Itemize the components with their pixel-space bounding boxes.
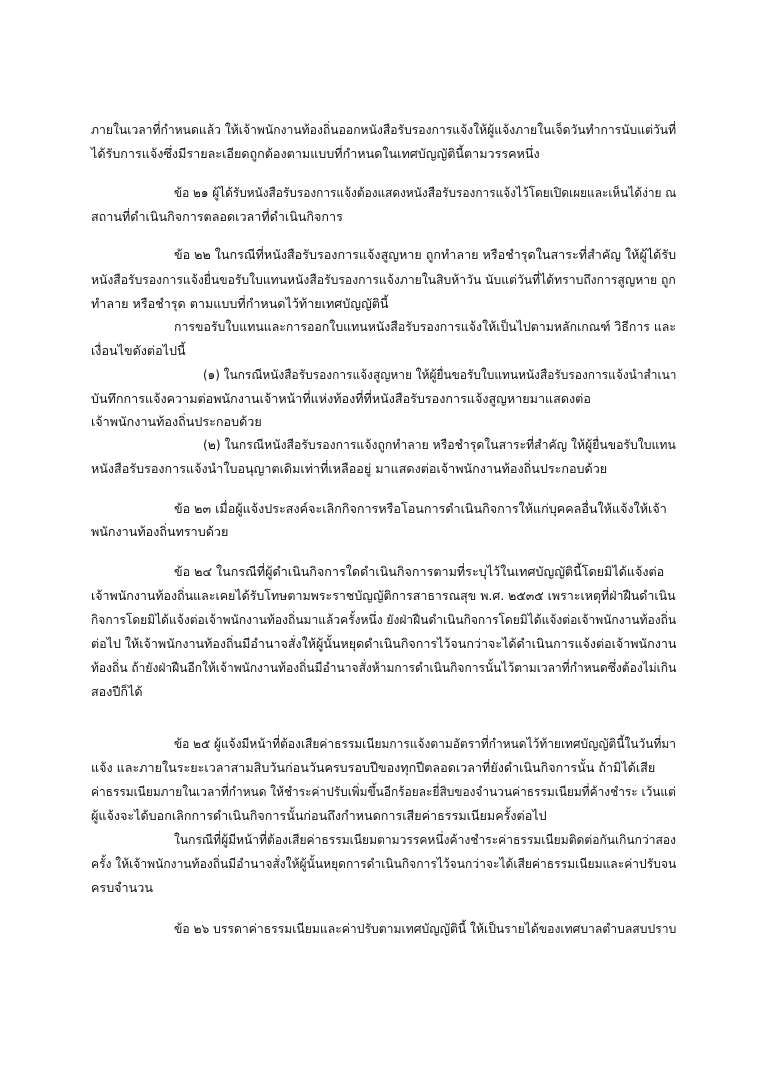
- text-line: กิจการโดยมิได้แจ้งต่อเจ้าพนักงานท้องถิ่นมาแล้วครั้งหนึ่ง ยังฝ่าฝืนดำเนินกิจการโดยมิได้แจ้งต่อเจ้าพนักงานท้องถิ่น: [91, 612, 677, 627]
- text-line: ในกรณีที่ผู้มีหน้าที่ต้องเสียค่าธรรมเนียมตามวรรคหนึ่งค้างชำระค่าธรรมเนียมติดต่อกันเกินกว่าสอง: [174, 832, 677, 847]
- text-line: ต่อไป ให้เจ้าพนักงานท้องถิ่นมีอำนาจสั่งให้ผู้นั้นหยุดดำเนินกิจการไว้จนกว่าจะได้ดำเนินการแจ้งต่อเจ้าพนักงาน: [91, 636, 677, 651]
- text-line: หนังสือรับรองการแจ้งยื่นขอรับใบแทนหนังสือรับรองการแจ้งภายในสิบห้าวัน นับแต่วันที่ได้ทราบถึงการสูญหาย ถูก: [91, 272, 676, 287]
- text-line: เจ้าพนักงานท้องถิ่นและเคยได้รับโทษตามพระราชบัญญัติการสาธารณสุข พ.ศ. ๒๕๓๕ เพราะเหตุที่ฝ่าฝืนดำเนิน: [91, 588, 676, 603]
- text-line: ข้อ ๒๕ ผู้แจ้งมีหน้าที่ต้องเสียค่าธรรมเนียมการแจ้งตามอัตราที่กำหนดไว้ท้ายเทศบัญญัตินี้ในวันที่มา: [174, 736, 676, 751]
- text-line: (๑) ในกรณีหนังสือรับรองการแจ้งสูญหาย ให้ผู้ยื่นขอรับใบแทนหนังสือรับรองการแจ้งนำสำเนา: [203, 367, 677, 382]
- text-line: ข้อ ๒๖ บรรดาค่าธรรมเนียมและค่าปรับตามเทศบัญญัตินี้ ให้เป็นรายได้ของเทศบาลตำบลสบปราบ: [174, 921, 677, 936]
- text-line: ภายในเวลาที่กำหนดแล้ว ให้เจ้าพนักงานท้องถิ่นออกหนังสือรับรองการแจ้งให้ผู้แจ้งภายในเจ็ดวันทำการนับแต่วันที่: [91, 122, 677, 137]
- text-line: ครั้ง ให้เจ้าพนักงานท้องถิ่นมีอำนาจสั่งให้ผู้นั้นหยุดการดำเนินกิจการไว้จนกว่าจะได้เสียค่าธรรมเนียมและค่าปรับจน: [91, 856, 677, 871]
- text-line: แจ้ง และภายในระยะเวลาสามสิบวันก่อนวันครบรอบปีของทุกปีตลอดเวลาที่ยังดำเนินกิจการนั้น ถ้ามิได้เสีย: [91, 760, 656, 775]
- text-line: ผู้แจ้งจะได้บอกเลิกการดำเนินกิจการนั้นก่อนถึงกำหนดการเสียค่าธรรมเนียมครั้งต่อไป: [91, 808, 547, 823]
- text-line: ครบจำนวน: [91, 880, 153, 895]
- text-line: หนังสือรับรองการแจ้งนำใบอนุญาตเดิมเท่าที่เหลืออยู่ มาแสดงต่อเจ้าพนักงานท้องถิ่นประกอบด้วย: [91, 461, 608, 476]
- text-line: ข้อ ๒๓ เมื่อผู้แจ้งประสงค์จะเลิกกิจการหรือโอนการดำเนินกิจการให้แก่บุคคลอื่นให้แจ้งให้เจ้า: [174, 501, 667, 516]
- text-line: พนักงานท้องถิ่นทราบด้วย: [91, 524, 229, 539]
- text-line: ข้อ ๒๔ ในกรณีที่ผู้ดำเนินกิจการใดดำเนินกิจการตามที่ระบุไว้ในเทศบัญญัตินี้โดยมิได้แจ้งต่อ: [174, 564, 665, 579]
- text-line: บันทึกการแจ้งความต่อพนักงานเจ้าหน้าที่แห่งท้องที่ที่หนังสือรับรองการแจ้งสูญหายมาแสดงต่อ: [91, 391, 591, 406]
- text-line: การขอรับใบแทนและการออกใบแทนหนังสือรับรองการแจ้งให้เป็นไปตามหลักเกณฑ์ วิธีการ และ: [174, 319, 677, 334]
- text-line: ท้องถิ่น ถ้ายังฝ่าฝืนอีกให้เจ้าพนักงานท้องถิ่นมีอำนาจสั่งห้ามการดำเนินกิจการนั้นไว้ตามเวลาที่กำหนดซึ่งต้องไม่เกิน: [91, 660, 677, 675]
- text-line: เงื่อนไขดังต่อไปนี้: [91, 343, 186, 358]
- text-line: เจ้าพนักงานท้องถิ่นประกอบด้วย: [91, 414, 262, 429]
- text-line: ทำลาย หรือชำรุด ตามแบบที่กำหนดไว้ท้ายเทศบัญญัตินี้: [91, 296, 389, 311]
- text-line: (๒) ในกรณีหนังสือรับรองการแจ้งถูกทำลาย หรือชำรุดในสาระที่สำคัญ ให้ผู้ยื่นขอรับใบแทน: [203, 437, 676, 452]
- text-line: ข้อ ๒๒ ในกรณีที่หนังสือรับรองการแจ้งสูญหาย ถูกทำลาย หรือชำรุดในสาระที่สำคัญ ให้ผู้ได้รับ: [174, 247, 677, 262]
- text-line: สถานที่ดำเนินกิจการตลอดเวลาที่ดำเนินกิจการ: [91, 209, 343, 224]
- text-line: สองปีก็ได้: [91, 684, 143, 699]
- text-line: ค่าธรรมเนียมภายในเวลาที่กำหนด ให้ชำระค่าปรับเพิ่มขึ้นอีกร้อยละยี่สิบของจำนวนค่าธรรมเนียมที่ค้างชำระ เว้นแต่: [91, 784, 676, 799]
- text-line: ได้รับการแจ้งซึ่งมีรายละเอียดถูกต้องตามแบบที่กำหนดในเทศบัญญัตินี้ตามวรรคหนึ่ง: [91, 146, 540, 161]
- text-line: ข้อ ๒๑ ผู้ได้รับหนังสือรับรองการแจ้งต้องแสดงหนังสือรับรองการแจ้งไว้โดยเปิดเผยและเห็นได้ง่าย ณ: [174, 185, 677, 200]
